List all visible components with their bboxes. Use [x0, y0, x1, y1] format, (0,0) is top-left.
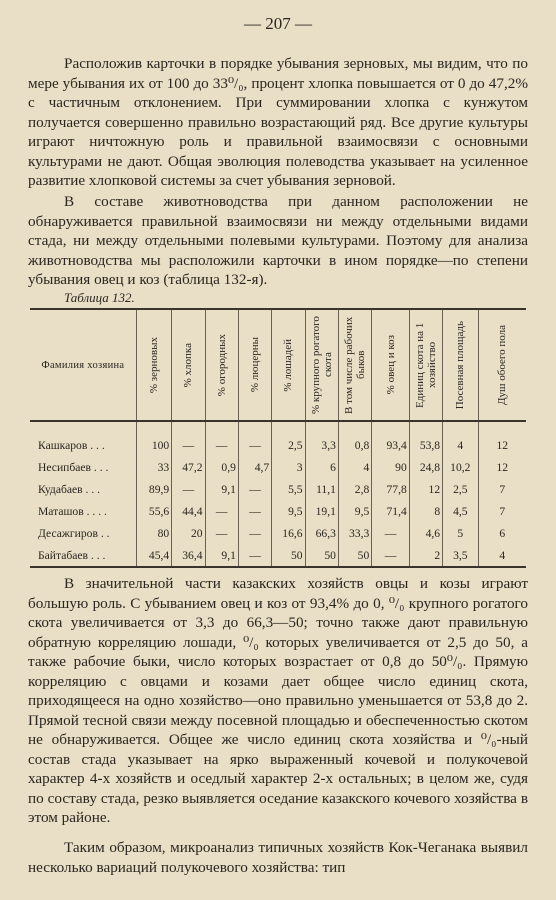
header-vegetables-pct: % огородных	[205, 309, 238, 421]
table-cell: 5	[443, 522, 478, 544]
table-cell: —	[172, 421, 205, 456]
data-table	[30, 308, 526, 568]
table-row	[30, 500, 526, 522]
table-cell-owner: Маташов . . . .	[38, 504, 107, 518]
table-cell: 2,5	[443, 478, 478, 500]
table-cell: 4	[443, 421, 478, 456]
table-cell: 0,9	[205, 456, 238, 478]
table-cell-owner: Кашкаров . . .	[38, 438, 105, 452]
table-cell: —	[372, 544, 410, 567]
table-cell: 24,8	[409, 456, 442, 478]
table-cell: 80	[136, 522, 171, 544]
table-cell: 53,8	[409, 421, 442, 456]
table-cell: 33	[136, 456, 171, 478]
paragraph-2: В составе животноводства при данном расположении не обнаруживается правильной взаимосвязи ни между отдельными видами стада, ни между отдельными полевыми культурами. Поэтому для анализа животноводства мы расположили карточки в ином порядке—по степени убывания овец и коз (таблица 132-я).	[28, 193, 528, 288]
table-caption: Таблица 132.	[64, 290, 135, 305]
table-cell: 2	[409, 544, 442, 567]
table-cell: 55,6	[136, 500, 171, 522]
paragraph-1: Расположив карточки в порядке убывания зерновых, мы видим, что по мере убывания их от 100 до 33⁰/₀, процент хлопка повышается от 0 до 47,2% с частичным отклонением. При суммировании хлопка с кунжутом получается совершенно правильно возрастающий ряд. Все другие культуры играют ничтожную роль и правильной взаимосвязи с основными культурами не дают. Общая эволюция полеводства указывает на усиленное развитие хлопковой системы за счет убывания зерновой.	[28, 55, 528, 189]
table-cell: 4,6	[409, 522, 442, 544]
table-cell-owner: Байтабаев . . .	[38, 548, 106, 562]
table-cell: 77,8	[372, 478, 410, 500]
table-cell: 44,4	[172, 500, 205, 522]
table-header-row	[30, 309, 526, 421]
table-cell: 71,4	[372, 500, 410, 522]
header-grain-pct: % зерновых	[136, 309, 171, 421]
table-row	[30, 456, 526, 478]
header-sheep-goats-pct: % овец и коз	[372, 309, 410, 421]
header-cattle-pct: % крупного рогатого скота	[305, 309, 338, 421]
table-cell: —	[238, 522, 271, 544]
table-cell: 2,5	[272, 421, 305, 456]
table-cell: 19,1	[305, 500, 338, 522]
table-cell: 3,3	[305, 421, 338, 456]
header-persons: Душ обоего пола	[478, 309, 526, 421]
table-cell: 90	[372, 456, 410, 478]
table-cell: 12	[478, 456, 526, 478]
table-cell: —	[372, 522, 410, 544]
table-cell: —	[172, 478, 205, 500]
header-sown-area: Посевная площадь	[443, 309, 478, 421]
table-cell-owner: Несипбаев . . .	[38, 460, 109, 474]
table-cell: 45,4	[136, 544, 171, 567]
table-cell: —	[205, 500, 238, 522]
paragraph-4: Таким образом, микроанализ типичных хозяйств Кок-Чеганака выявил несколько вариаций полукочевого хозяйства: тип	[28, 839, 528, 876]
table-cell: —	[238, 544, 271, 567]
table-cell: 4	[478, 544, 526, 567]
page-number: — 207 —	[244, 14, 312, 33]
header-horses-pct: % лошадей	[272, 309, 305, 421]
header-alfalfa-pct: % люцерны	[238, 309, 271, 421]
table-cell: —	[238, 478, 271, 500]
table-cell: 12	[478, 421, 526, 456]
table-cell: 16,6	[272, 522, 305, 544]
table-cell: 50	[272, 544, 305, 567]
table-row	[30, 421, 526, 456]
table-cell: —	[238, 500, 271, 522]
table-cell-owner: Кудабаев . . .	[38, 482, 101, 496]
table-cell: 8	[409, 500, 442, 522]
table-cell-owner: Десажгиров . .	[38, 526, 110, 540]
table-cell: 4,5	[443, 500, 478, 522]
paragraph-3: В значительной части казакских хозяйств овцы и козы играют большую роль. С убыванием овец и коз от 93,4% до 0, ⁰/₀ крупного рогатого скота увеличивается от 3,3 до 66,3—50; точно также дают правильную обратную корреляцию лошади, ⁰/₀ которых увеличивается от 2,5 до 50, а также рабочие быки, число которых возрастает от 0,8 до 50⁰/₀. Прямую корреляцию с овцами и козами дает общее число единиц скота, приходящееся на одно хозяйство—оно правильно уменьшается от 53,8 до 2. Прямой тесной связи между посевной площадью и обеспеченностью скотом не обнаруживается. Общее же число единиц скота хозяйства и ⁰/₀-ный состав стада указывает на ярко выраженный кочевой и полукочевой характер 4-х хозяйств и оседлый характер 2-х остальных; в целом же, судя по составу стада, резко выявляется оседание казакского кочевого хозяйства в этом районе.	[28, 575, 528, 826]
table-cell: 3	[272, 456, 305, 478]
header-owner-name: Фамилия хозяина	[30, 309, 136, 421]
table-cell: 4,7	[238, 456, 271, 478]
table-cell: —	[205, 421, 238, 456]
table-cell: —	[238, 421, 271, 456]
table-cell: 93,4	[372, 421, 410, 456]
table-cell: 9,5	[338, 500, 371, 522]
table-row	[30, 522, 526, 544]
table-cell: 4	[338, 456, 371, 478]
table-cell: 10,2	[443, 456, 478, 478]
table-cell: 6	[478, 522, 526, 544]
table-cell: 3,5	[443, 544, 478, 567]
table-cell: 20	[172, 522, 205, 544]
table-cell: 2,8	[338, 478, 371, 500]
table-row	[30, 544, 526, 567]
table-cell: 50	[338, 544, 371, 567]
header-work-oxen: В том числе рабочих быков	[338, 309, 371, 421]
table-cell: 100	[136, 421, 171, 456]
header-livestock-units: Единиц скота на 1 хозяйство	[409, 309, 442, 421]
table-cell: 11,1	[305, 478, 338, 500]
table-row	[30, 478, 526, 500]
table-cell: 12	[409, 478, 442, 500]
table-cell: 47,2	[172, 456, 205, 478]
table-cell: 6	[305, 456, 338, 478]
table-cell: 0,8	[338, 421, 371, 456]
table-cell: 50	[305, 544, 338, 567]
table-cell: 9,1	[205, 478, 238, 500]
table-cell: —	[205, 522, 238, 544]
table-cell: 9,5	[272, 500, 305, 522]
table-cell: 36,4	[172, 544, 205, 567]
table-cell: 7	[478, 500, 526, 522]
table-cell: 7	[478, 478, 526, 500]
table-cell: 5,5	[272, 478, 305, 500]
table-cell: 66,3	[305, 522, 338, 544]
table-cell: 89,9	[136, 478, 171, 500]
table-cell: 33,3	[338, 522, 371, 544]
table-cell: 9,1	[205, 544, 238, 567]
header-cotton-pct: % хлопка	[172, 309, 205, 421]
